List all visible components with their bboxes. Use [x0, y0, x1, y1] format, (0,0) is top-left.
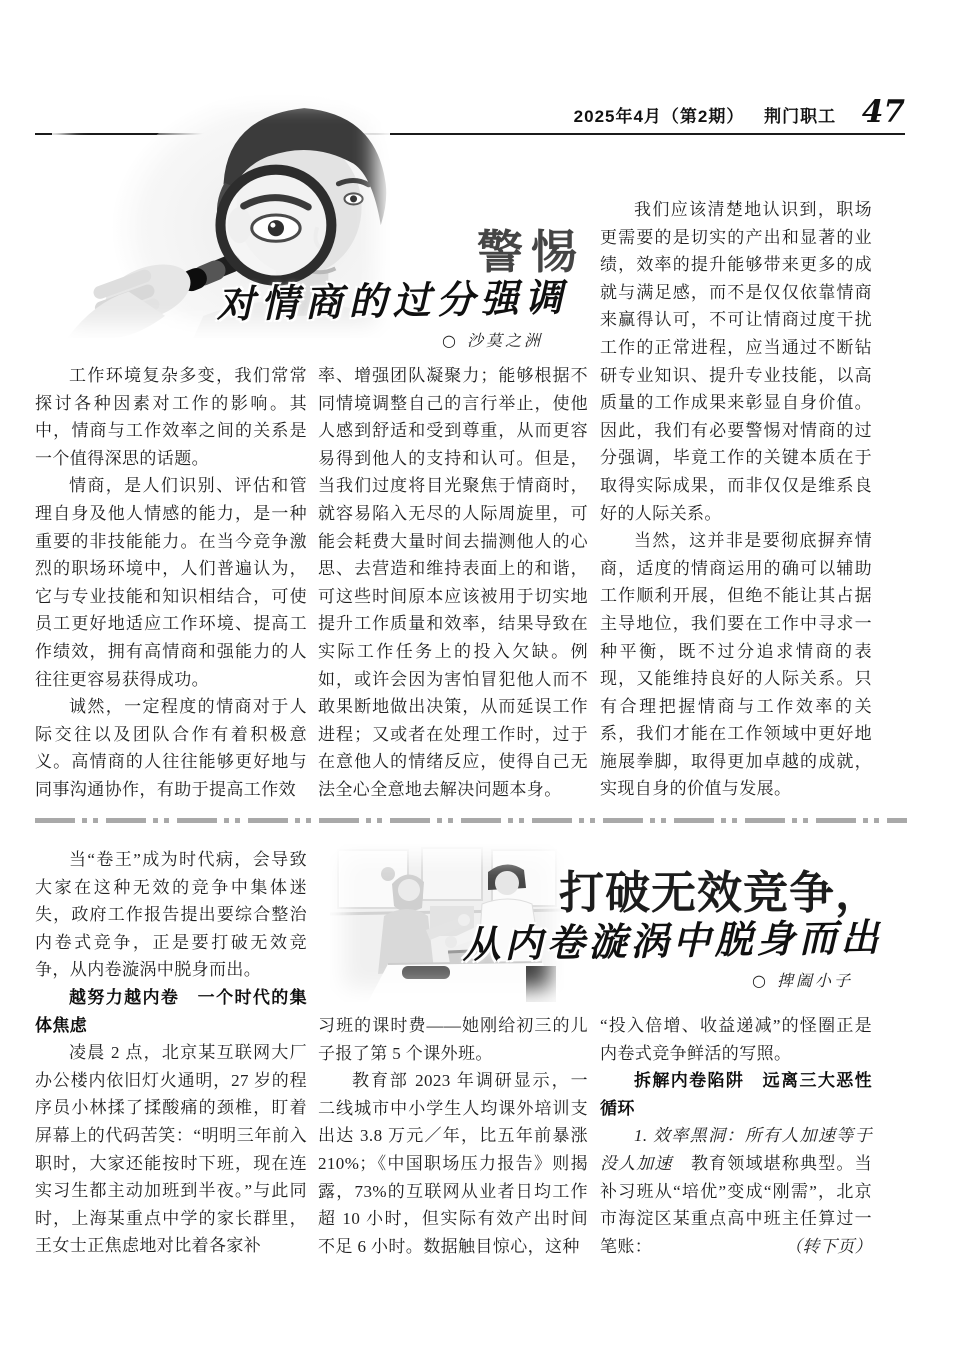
- subheading: 越努力越内卷 一个时代的集体焦虑: [35, 987, 307, 1035]
- section-divider: [35, 818, 907, 823]
- subheading: 拆解内卷陷阱 远离三大恶性循环: [600, 1071, 872, 1118]
- article-1-title: 对情商的过分强调: [216, 274, 569, 327]
- paragraph: 当然，这并非是要彻底摒弃情商，适度的情商运用的确可以辅助工作顺利开展，但绝不能让其占据主导地位，我们要在工作中寻求一种平衡，既不过分追求情商的表现，又能维持良好的人际关系。只有合理把握情商与工作效率的关系，我们才能在工作领域中更好地施展拳脚，取得更加卓越的成就，实现自身的价值与发展。: [600, 531, 872, 799]
- article-2-column-2: [318, 1012, 588, 1260]
- paragraph: “投入倍增、收益递减”的怪圈正是内卷式竞争鲜活的写照。: [600, 1016, 872, 1063]
- article-2-column-1: [35, 846, 307, 1260]
- journal-title: 荆门职工: [764, 107, 837, 126]
- paragraph-rest: 教育领域堪称典型。当补习班从“培优”变成“刚需”，北京市海淀区某重点高中班主任算过一笔账：: [600, 1153, 873, 1256]
- paragraph: 率、增强团队凝聚力；能够根据不同情境调整自己的言行举止，使他人感到舒适和受到尊重，从而更容易得到他人的支持和认可。但是，当我们过度将目光聚焦于情商时，就容易陷入无尽的人际周旋里，可能会耗费大量时间去揣测他人的心思、去营造和维持表面上的和谐，可这些时间原本应该被用于切实地提升工作质量和效率，结果导致在实际工作任务上的投入欠缺。例如，或许会因为害怕冒犯他人而不敢果断地做出决策，从而延误工作进程；又或者在处理工作时，过于在意他人的情绪反应，使得自己无法全心全意地去解决问题本身。: [318, 366, 588, 799]
- page-number: 47: [861, 94, 905, 130]
- article-1-author: ○ 沙莫之洲: [441, 331, 544, 350]
- continued-note: （转下页）: [785, 1236, 872, 1256]
- article-1-column-1: [35, 362, 307, 804]
- paragraph: 工作环境复杂多变，我们常常探讨各种因素对工作的影响。其中，情商与工作效率之间的关系是一个值得深思的话题。: [35, 366, 307, 468]
- paragraph: [600, 1122, 872, 1260]
- paragraph: 习班的课时费——她刚给初三的儿子报了第 5 个课外班。: [318, 1016, 588, 1063]
- article-2-column-3: [600, 1012, 872, 1260]
- paragraph: 凌晨 2 点，北京某互联网大厂办公楼内依旧灯火通明，27 岁的程序员小林揉了揉酸痛的颈椎，盯着屏幕上的代码苦笑：“明明三年前入职时，大家还能按时下班，现在连实习生都主动加班到半夜。”与此同时，上海某重点中学的家长群里，王女士正焦虑地对比着各家补: [35, 1043, 307, 1256]
- article-1-column-2: [318, 362, 588, 804]
- paragraph: 我们应该清楚地认识到，职场更需要的是切实的产出和显著的业绩，效率的提升能够带来更多的成就与满足感，而不是仅仅依靠情商来赢得认可，不可让情商过度干扰工作的正常进程，应当通过不断钻研专业知识、提升专业技能，以高质量的工作成果来彰显自身价值。因此，我们有必要警惕对情商的过分强调，毕竟工作的关键本质在于取得实际成果，而非仅仅是维系良好的人际关系。: [600, 200, 872, 523]
- article-1-column-3: [600, 196, 872, 803]
- article-2-author: ○ 捭阖小子: [751, 971, 854, 990]
- paragraph: 当“卷王”成为时代病，会导致大家在这种无效的竞争中集体迷失，政府工作报告提出要综合整治内卷式竞争，正是要打破无效竞争，从内卷漩涡中脱身而出。: [35, 850, 307, 980]
- paragraph: 诚然，一定程度的情商对于人际交往以及团队合作有着积极意义。高情商的人往往能够更好地与同事沟通协作，有助于提高工作效: [35, 697, 307, 799]
- paragraph-lead: 1. 效率黑洞：所有人加速等于没人加速: [600, 1126, 872, 1173]
- article-2-title-line-1: 打破无效竞争，: [558, 867, 881, 918]
- paragraph: 教育部 2023 年调研显示，一二线城市中小学生人均课外培训支出达 3.8 万元／年，比五年前暴涨 210%；《中国职场压力报告》则揭露，73%的互联网从业者日均工作超 10 小时，但实际有效产出时间不足 6 小时。数据触目惊心，这种: [318, 1071, 588, 1256]
- paragraph: 情商，是人们识别、评估和管理自身及他人情感的能力，是一种重要的非技能能力。在当今竞争激烈的职场环境中，人们普遍认为，它与专业技能和知识相结合，可使员工更好地适应工作环境、提高工作绩效，拥有高情商和强能力的人往往更容易获得成功。: [35, 476, 307, 689]
- article-1-title-prefix: 警惕: [477, 226, 585, 278]
- issue-label: 2025年4月（第2期）: [573, 107, 745, 126]
- article-2-title-line-2: 从内卷漩涡中脱身而出: [462, 914, 883, 967]
